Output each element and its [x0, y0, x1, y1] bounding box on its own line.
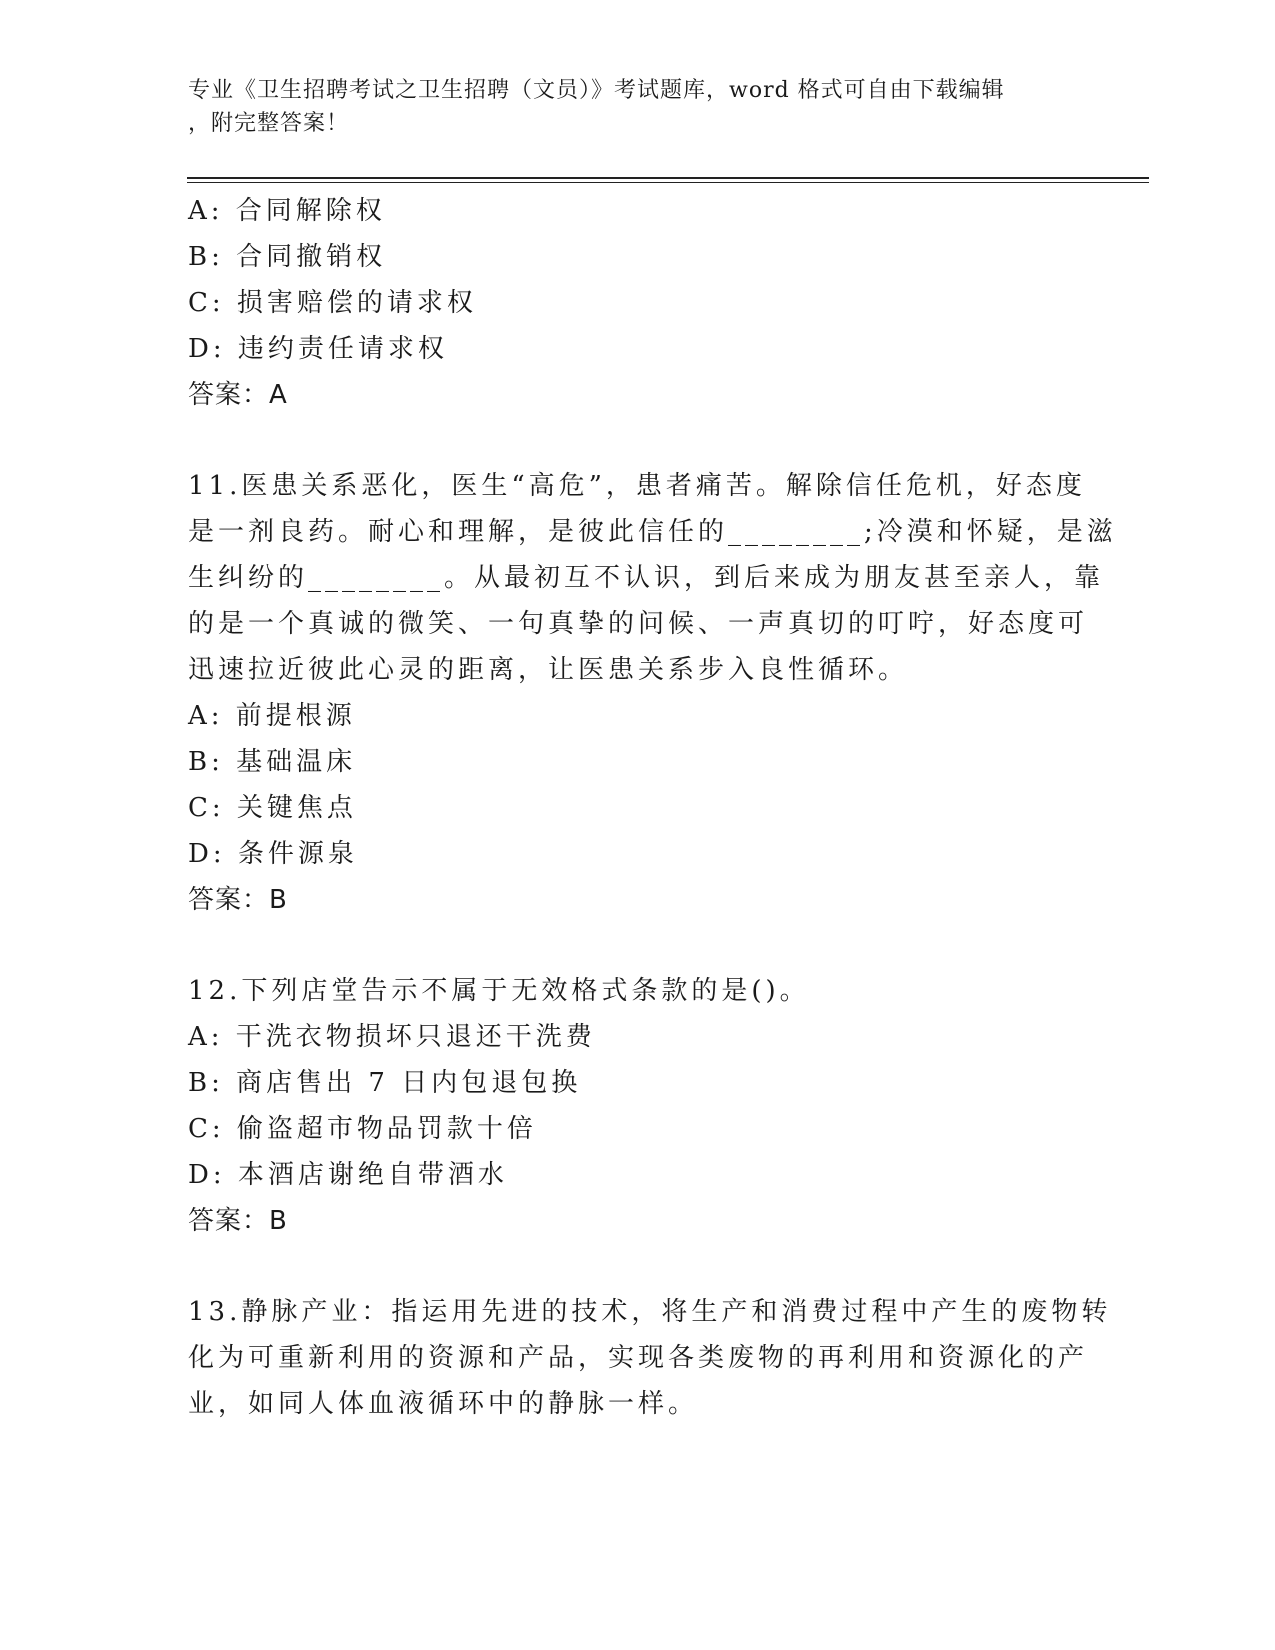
stem-line: 12.下列店堂告示不属于无效格式条款的是()。	[188, 976, 810, 1006]
option-b: B: 商店售出 7 日内包退包换	[188, 1068, 582, 1098]
option-d: D: 条件源泉	[188, 839, 358, 869]
question-stem	[188, 463, 1117, 693]
option-a: A: 前提根源	[188, 701, 356, 731]
header-divider-thick	[187, 177, 1149, 179]
stem-line: 化为可重新利用的资源和产品，实现各类废物的再利用和资源化的产	[188, 1343, 1089, 1373]
option-c: C: 损害赔偿的请求权	[188, 288, 477, 318]
answer-line: 答案：B	[188, 1206, 288, 1236]
header-line-1: 专业《卫生招聘考试之卫生招聘（文员）》考试题库，word 格式可自由下载编辑	[188, 78, 1005, 103]
stem-line: 是一剂良药。耐心和理解，是彼此信任的________;冷漠和怀疑，是滋	[188, 517, 1117, 547]
option-c: C: 关键焦点	[188, 793, 357, 823]
option-b: B: 基础温床	[188, 747, 357, 777]
question-stem	[188, 1289, 1112, 1427]
question-content	[188, 188, 1117, 1427]
option-d: D: 本酒店谢绝自带酒水	[188, 1160, 508, 1190]
answer-line: 答案：A	[188, 380, 288, 410]
option-c: C: 偷盗超市物品罚款十倍	[188, 1114, 537, 1144]
stem-line: 11.医患关系恶化，医生“高危”，患者痛苦。解除信任危机，好态度	[188, 471, 1086, 501]
stem-line: 业，如同人体血液循环中的静脉一样。	[188, 1389, 699, 1419]
question-13	[188, 1289, 1112, 1427]
option-a: A: 合同解除权	[188, 196, 386, 226]
option-b: B: 合同撤销权	[188, 242, 387, 272]
option-a: A: 干洗衣物损坏只退还干洗费	[188, 1022, 596, 1052]
header-line-2: ，附完整答案！	[188, 111, 350, 136]
stem-line: 的是一个真诚的微笑、一句真挚的问候、一声真切的叮咛，好态度可	[188, 609, 1089, 639]
answer-line: 答案：B	[188, 885, 288, 915]
stem-line: 生纠纷的________。从最初互不认识，到后来成为朋友甚至亲人，靠	[188, 563, 1105, 593]
header-divider-thin	[187, 182, 1149, 183]
stem-line: 13.静脉产业：指运用先进的技术，将生产和消费过程中产生的废物转	[188, 1297, 1112, 1327]
question-11	[188, 463, 1117, 923]
question-stem	[188, 968, 1088, 1014]
question-10	[188, 188, 1088, 418]
question-12	[188, 968, 1088, 1244]
document-header	[188, 74, 1068, 140]
stem-line: 迅速拉近彼此心灵的距离，让医患关系步入良性循环。	[188, 655, 909, 685]
option-d: D: 违约责任请求权	[188, 334, 448, 364]
